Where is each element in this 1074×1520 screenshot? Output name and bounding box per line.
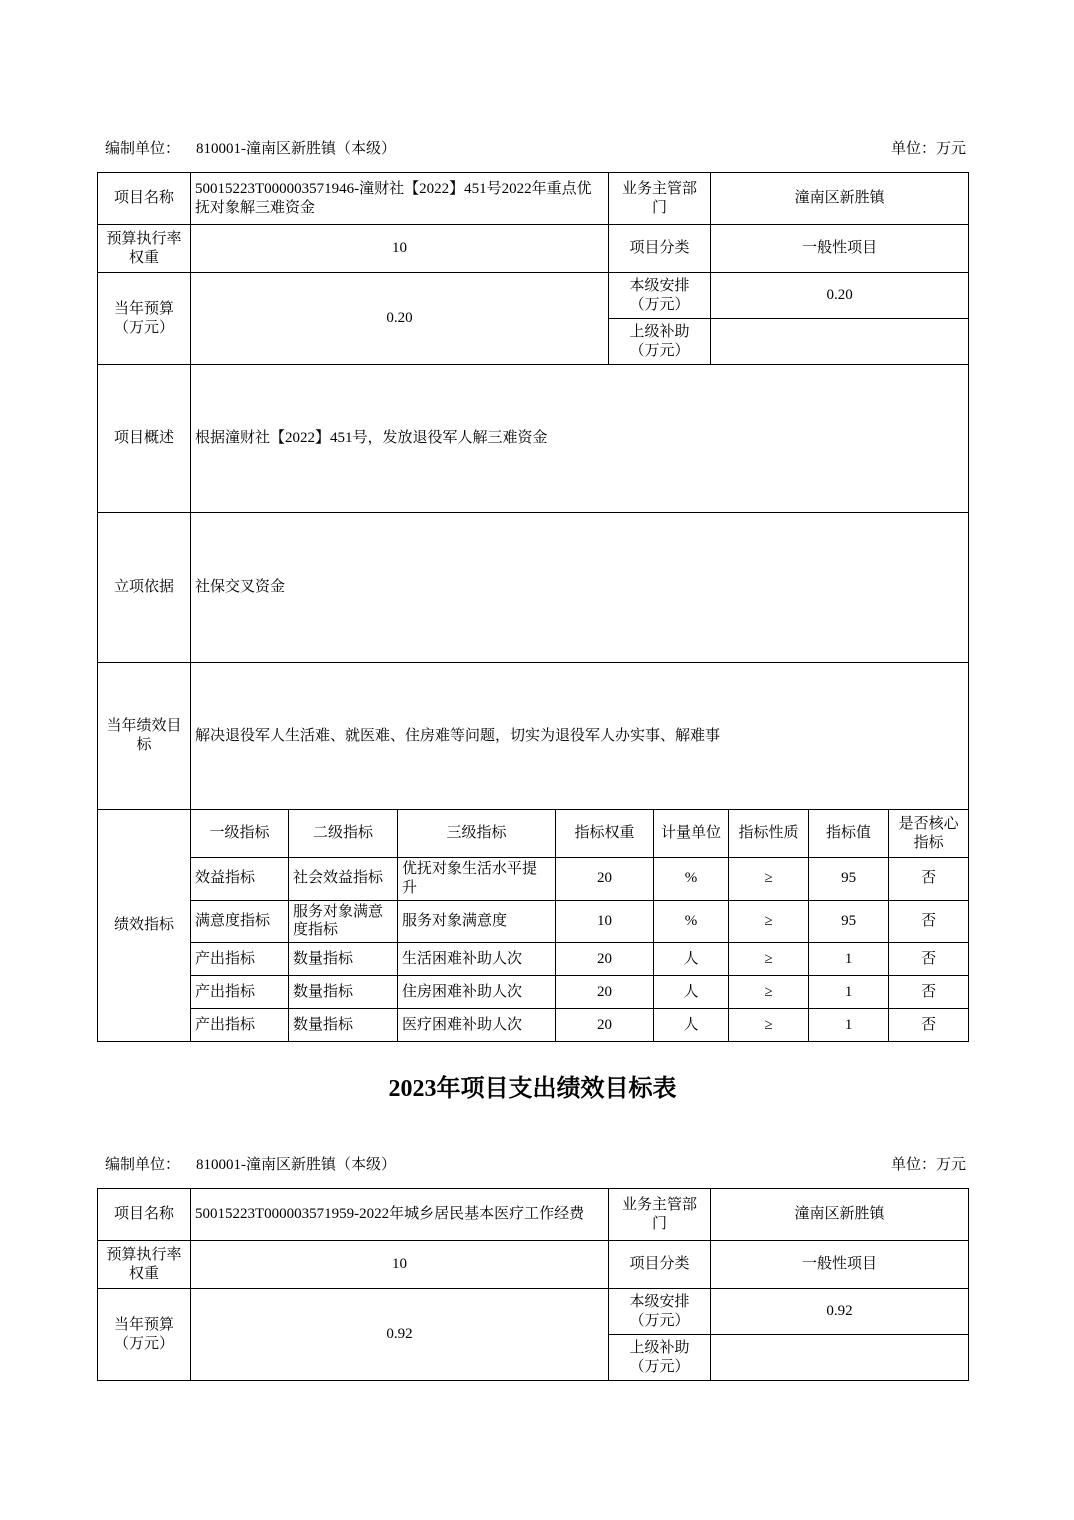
year-budget-label: 当年预算（万元） [98, 273, 191, 365]
indicator-cell-nature: ≥ [729, 858, 809, 901]
indicator-cell-level3: 优抚对象生活水平提升 [398, 858, 556, 901]
indicator-cell-level2: 数量指标 [289, 943, 398, 976]
year-budget-row [98, 1289, 969, 1335]
budget-rate-row [98, 1241, 969, 1289]
indicator-cell-level1: 效益指标 [191, 858, 289, 901]
performance-table-2 [97, 1188, 969, 1381]
indicator-cell-unit: % [654, 900, 729, 943]
indicator-header-level2: 二级指标 [289, 810, 398, 858]
superior-subsidy-value [711, 1335, 969, 1381]
compiling-unit-label: 编制单位： [105, 141, 181, 157]
year-budget-row [98, 273, 969, 319]
indicator-header-value: 指标值 [809, 810, 889, 858]
indicator-header-level1: 一级指标 [191, 810, 289, 858]
basis-value: 社保交叉资金 [191, 513, 969, 663]
category-value: 一般性项目 [711, 225, 969, 273]
overview-value: 根据潼财社【2022】451号，发放退役军人解三难资金 [191, 365, 969, 513]
project-name-label: 项目名称 [98, 173, 191, 225]
year-budget-value: 0.92 [191, 1289, 609, 1381]
indicator-header-weight: 指标权重 [556, 810, 654, 858]
indicator-header-row [98, 810, 969, 858]
indicator-cell-value: 95 [809, 900, 889, 943]
category-label: 项目分类 [609, 1241, 711, 1289]
indicator-cell-level2: 服务对象满意度指标 [289, 900, 398, 943]
indicator-cell-unit: 人 [654, 1009, 729, 1042]
overview-label: 项目概述 [98, 365, 191, 513]
indicator-cell-value: 1 [809, 976, 889, 1009]
indicator-header-core: 是否核心指标 [889, 810, 969, 858]
indicator-cell-core: 否 [889, 858, 969, 901]
indicator-cell-level1: 产出指标 [191, 1009, 289, 1042]
overview-row [98, 365, 969, 513]
indicator-cell-level1: 产出指标 [191, 976, 289, 1009]
budget-rate-value: 10 [191, 225, 609, 273]
category-value: 一般性项目 [711, 1241, 969, 1289]
year-budget-label: 当年预算（万元） [98, 1289, 191, 1381]
superior-subsidy-label: 上级补助（万元） [609, 319, 711, 365]
indicator-cell-value: 1 [809, 943, 889, 976]
superior-subsidy-label: 上级补助（万元） [609, 1335, 711, 1381]
compiling-unit-label: 编制单位： [105, 1157, 181, 1173]
indicator-cell-weight: 10 [556, 900, 654, 943]
indicator-cell-level1: 产出指标 [191, 943, 289, 976]
dept-value: 潼南区新胜镇 [711, 1189, 969, 1241]
indicator-cell-level3: 生活困难补助人次 [398, 943, 556, 976]
indicator-header-nature: 指标性质 [729, 810, 809, 858]
indicator-row [98, 900, 969, 943]
goal-value: 解决退役军人生活难、就医难、住房难等问题，切实为退役军人办实事、解难事 [191, 663, 969, 810]
indicator-cell-level2: 数量指标 [289, 1009, 398, 1042]
indicator-cell-nature: ≥ [729, 1009, 809, 1042]
indicator-cell-core: 否 [889, 943, 969, 976]
category-label: 项目分类 [609, 225, 711, 273]
dept-value: 潼南区新胜镇 [711, 173, 969, 225]
dept-label: 业务主管部门 [609, 173, 711, 225]
budget-rate-row [98, 225, 969, 273]
indicator-cell-unit: % [654, 858, 729, 901]
compiling-unit-value: 810001-潼南区新胜镇（本级） [196, 141, 397, 157]
basis-label: 立项依据 [98, 513, 191, 663]
indicator-cell-value: 95 [809, 858, 889, 901]
compiling-unit [105, 138, 396, 160]
indicator-cell-nature: ≥ [729, 943, 809, 976]
currency-unit-label: 单位：万元 [890, 141, 966, 157]
project-name-value: 50015223T000003571946-潼财社【2022】451号2022年重点优抚对象解三难资金 [191, 173, 609, 225]
indicator-cell-weight: 20 [556, 858, 654, 901]
compiling-unit-value: 810001-潼南区新胜镇（本级） [196, 1157, 397, 1173]
indicator-cell-level3: 服务对象满意度 [398, 900, 556, 943]
indicator-cell-level2: 社会效益指标 [289, 858, 398, 901]
local-arrangement-value: 0.92 [711, 1289, 969, 1335]
superior-subsidy-value [711, 319, 969, 365]
indicator-cell-level3: 住房困难补助人次 [398, 976, 556, 1009]
dept-label: 业务主管部门 [609, 1189, 711, 1241]
indicator-cell-weight: 20 [556, 1009, 654, 1042]
compiling-unit [105, 1154, 396, 1176]
year-budget-value: 0.20 [191, 273, 609, 365]
project-name-row [98, 173, 969, 225]
performance-table-1 [97, 172, 969, 1042]
project-name-row [98, 1189, 969, 1241]
basis-row [98, 513, 969, 663]
goal-row [98, 663, 969, 810]
budget-rate-value: 10 [191, 1241, 609, 1289]
indicator-cell-core: 否 [889, 900, 969, 943]
project-name-value: 50015223T000003571959-2022年城乡居民基本医疗工作经费 [191, 1189, 609, 1241]
indicator-cell-weight: 20 [556, 943, 654, 976]
indicator-cell-level3: 医疗困难补助人次 [398, 1009, 556, 1042]
table2-meta-line [97, 1154, 968, 1176]
currency-unit-label: 单位：万元 [890, 1157, 966, 1173]
indicator-row [98, 858, 969, 901]
indicators-label: 绩效指标 [98, 810, 191, 1042]
indicator-row [98, 943, 969, 976]
table1-meta-line [97, 138, 968, 160]
indicator-cell-unit: 人 [654, 943, 729, 976]
indicator-cell-level1: 满意度指标 [191, 900, 289, 943]
indicator-cell-weight: 20 [556, 976, 654, 1009]
local-arrangement-label: 本级安排（万元） [609, 1289, 711, 1335]
indicator-cell-nature: ≥ [729, 900, 809, 943]
indicator-row [98, 976, 969, 1009]
budget-rate-label: 预算执行率权重 [98, 1241, 191, 1289]
indicator-cell-unit: 人 [654, 976, 729, 1009]
goal-label: 当年绩效目标 [98, 663, 191, 810]
project-name-label: 项目名称 [98, 1189, 191, 1241]
indicator-cell-value: 1 [809, 1009, 889, 1042]
page-title: 2023年项目支出绩效目标表 [388, 1076, 677, 1102]
indicator-cell-core: 否 [889, 976, 969, 1009]
indicator-cell-nature: ≥ [729, 976, 809, 1009]
indicator-header-unit: 计量单位 [654, 810, 729, 858]
indicator-row [98, 1009, 969, 1042]
local-arrangement-value: 0.20 [711, 273, 969, 319]
indicator-cell-core: 否 [889, 1009, 969, 1042]
document-page [97, 0, 968, 1381]
local-arrangement-label: 本级安排（万元） [609, 273, 711, 319]
budget-rate-label: 预算执行率权重 [98, 225, 191, 273]
indicator-header-level3: 三级指标 [398, 810, 556, 858]
indicator-cell-level2: 数量指标 [289, 976, 398, 1009]
